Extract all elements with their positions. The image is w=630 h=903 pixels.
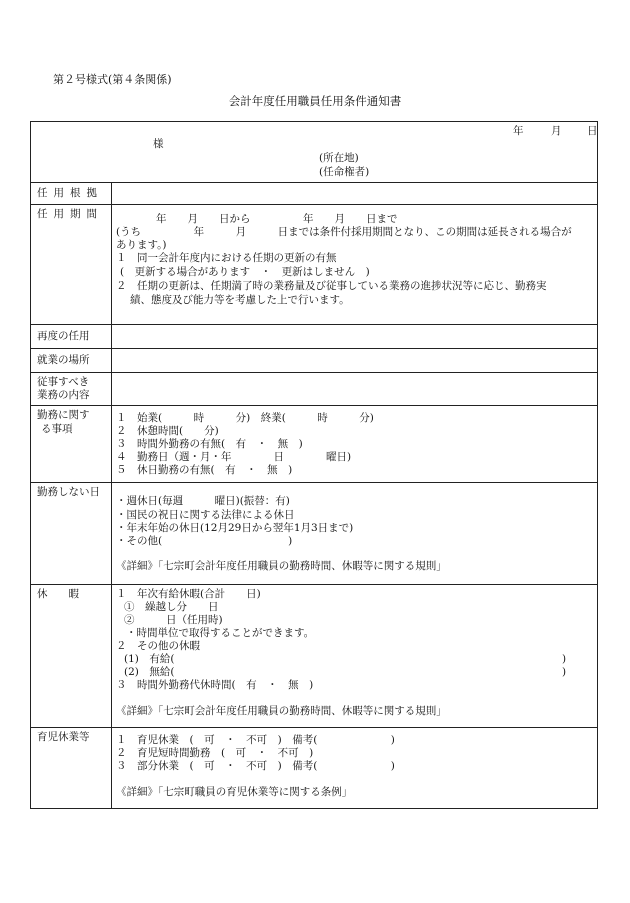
work-line-2: ２ 休憩時間( 分) bbox=[116, 425, 219, 438]
leave-line-6-close: ) bbox=[562, 653, 567, 666]
duties-value[interactable] bbox=[112, 373, 598, 406]
holiday-line-1: ・週休日(毎週 曜日)(振替：有) bbox=[116, 495, 290, 508]
childcare-detail: 《詳細》「七宗町職員の育児休業等に関する条例」 bbox=[116, 786, 353, 799]
document-title: 会計年度任用職員任用条件通知書 bbox=[228, 94, 402, 108]
work-matters-label-line-2: る事項 bbox=[41, 422, 73, 435]
work-line-5: ５ 休日勤務の有無( 有 ・ 無 ) bbox=[116, 464, 293, 477]
reemployment-value[interactable] bbox=[112, 325, 598, 349]
addressee-row bbox=[31, 122, 598, 183]
period-line-5: ( 更新する場合があります ・ 更新はしません ) bbox=[120, 266, 370, 278]
leave-line-5: ２ その他の休暇 bbox=[116, 640, 200, 653]
holiday-line-3: ・年末年始の休日(12月29日から翌年1月3日まで) bbox=[116, 522, 354, 535]
work-matters-label-line-1: 勤務に関す bbox=[37, 409, 90, 422]
period-line-4: １ 同一会計年度内における任期の更新の有無 bbox=[116, 252, 337, 264]
holidays-row bbox=[31, 483, 598, 585]
period-line-6: ２ 任期の更新は、任期満了時の業務量及び従事している業務の進捗状況等に応じ、勤務実 bbox=[116, 280, 547, 292]
notice-form-table bbox=[30, 121, 598, 809]
leave-line-3: ② 日（任用時) bbox=[124, 614, 223, 627]
work-matters-label bbox=[31, 406, 112, 483]
workplace-row bbox=[31, 349, 598, 373]
leave-label: 休 暇 bbox=[31, 585, 112, 728]
duties-label-line-2: 業務の内容 bbox=[37, 389, 90, 402]
leave-detail: 《詳細》「七宗町会計年度任用職員の勤務時間、休暇等に関する規則」 bbox=[116, 705, 447, 718]
holiday-line-4: ・その他( ) bbox=[116, 535, 293, 548]
duties-label-line-1: 従事すべき bbox=[37, 376, 90, 388]
holiday-detail: 《詳細》「七宗町会計年度任用職員の勤務時間、休暇等に関する規則」 bbox=[116, 560, 447, 573]
date-year: 年 bbox=[513, 125, 524, 137]
duties-label bbox=[31, 373, 112, 406]
work-line-1: １ 始業( 時 分) 終業( 時 分) bbox=[116, 412, 374, 425]
holiday-line-2: ・国民の祝日に関する法律による休日 bbox=[116, 509, 295, 522]
leave-line-4: ・時間単位で取得することができます。 bbox=[126, 627, 315, 640]
period-label: 任用期間 bbox=[31, 205, 112, 325]
work-line-4: ４ 勤務日（週・月・年 日 曜日) bbox=[116, 451, 352, 464]
reemployment-row bbox=[31, 325, 598, 349]
period-row bbox=[31, 205, 598, 325]
workplace-value[interactable] bbox=[112, 349, 598, 373]
duties-row bbox=[31, 373, 598, 406]
addressee-sama: 様 bbox=[153, 138, 164, 150]
childcare-value bbox=[112, 728, 598, 809]
leave-line-8: ３ 時間外勤務代休時間( 有 ・ 無 ) bbox=[116, 679, 314, 692]
reemployment-label: 再度の任用 bbox=[31, 325, 112, 349]
basis-value[interactable] bbox=[112, 183, 598, 205]
appointer-label: (任命権者) bbox=[319, 166, 370, 178]
leave-line-7: (2) 無給( bbox=[124, 666, 175, 679]
form-number: 第２号様式(第４条関係) bbox=[53, 73, 172, 86]
basis-row bbox=[31, 183, 598, 205]
leave-value bbox=[112, 585, 598, 728]
period-line-3: あります。) bbox=[116, 239, 167, 251]
period-line-7: 績、態度及び能力等を考慮した上で行います。 bbox=[130, 294, 350, 306]
period-value bbox=[112, 205, 598, 325]
leave-line-7-close: ) bbox=[562, 666, 567, 679]
basis-label: 任用根拠 bbox=[31, 183, 112, 205]
leave-line-1: １ 年次有給休暇(合計 日) bbox=[116, 588, 261, 601]
leave-line-6: (1) 有給( bbox=[124, 653, 175, 666]
date-day: 日 bbox=[587, 125, 598, 137]
work-matters-value bbox=[112, 406, 598, 483]
childcare-label: 育児休業等 bbox=[31, 728, 112, 809]
leave-row bbox=[31, 585, 598, 728]
date-month: 月 bbox=[551, 125, 562, 137]
holidays-value bbox=[112, 483, 598, 585]
work-line-3: ３ 時間外勤務の有無( 有 ・ 無 ) bbox=[116, 438, 303, 451]
period-line-1: 年 月 日から 年 月 日まで bbox=[156, 213, 398, 225]
childcare-row bbox=[31, 728, 598, 809]
period-line-2: (うち 年 月 日までは条件付採用期間となり、この期間は延長される場合が bbox=[116, 226, 572, 238]
location-label: (所在地) bbox=[319, 152, 359, 164]
leave-line-2: ① 繰越し分 日 bbox=[124, 601, 219, 614]
childcare-line-2: ２ 育児短時間勤務 ( 可 ・ 不可 ) bbox=[116, 747, 314, 760]
holidays-label: 勤務しない日 bbox=[31, 483, 112, 585]
childcare-line-1: １ 育児休業 ( 可 ・ 不可 ) 備考( ) bbox=[116, 734, 395, 747]
workplace-label: 就業の場所 bbox=[31, 349, 112, 373]
childcare-line-3: ３ 部分休業 ( 可 ・ 不可 ) 備考( ) bbox=[116, 760, 395, 773]
work-matters-row bbox=[31, 406, 598, 483]
